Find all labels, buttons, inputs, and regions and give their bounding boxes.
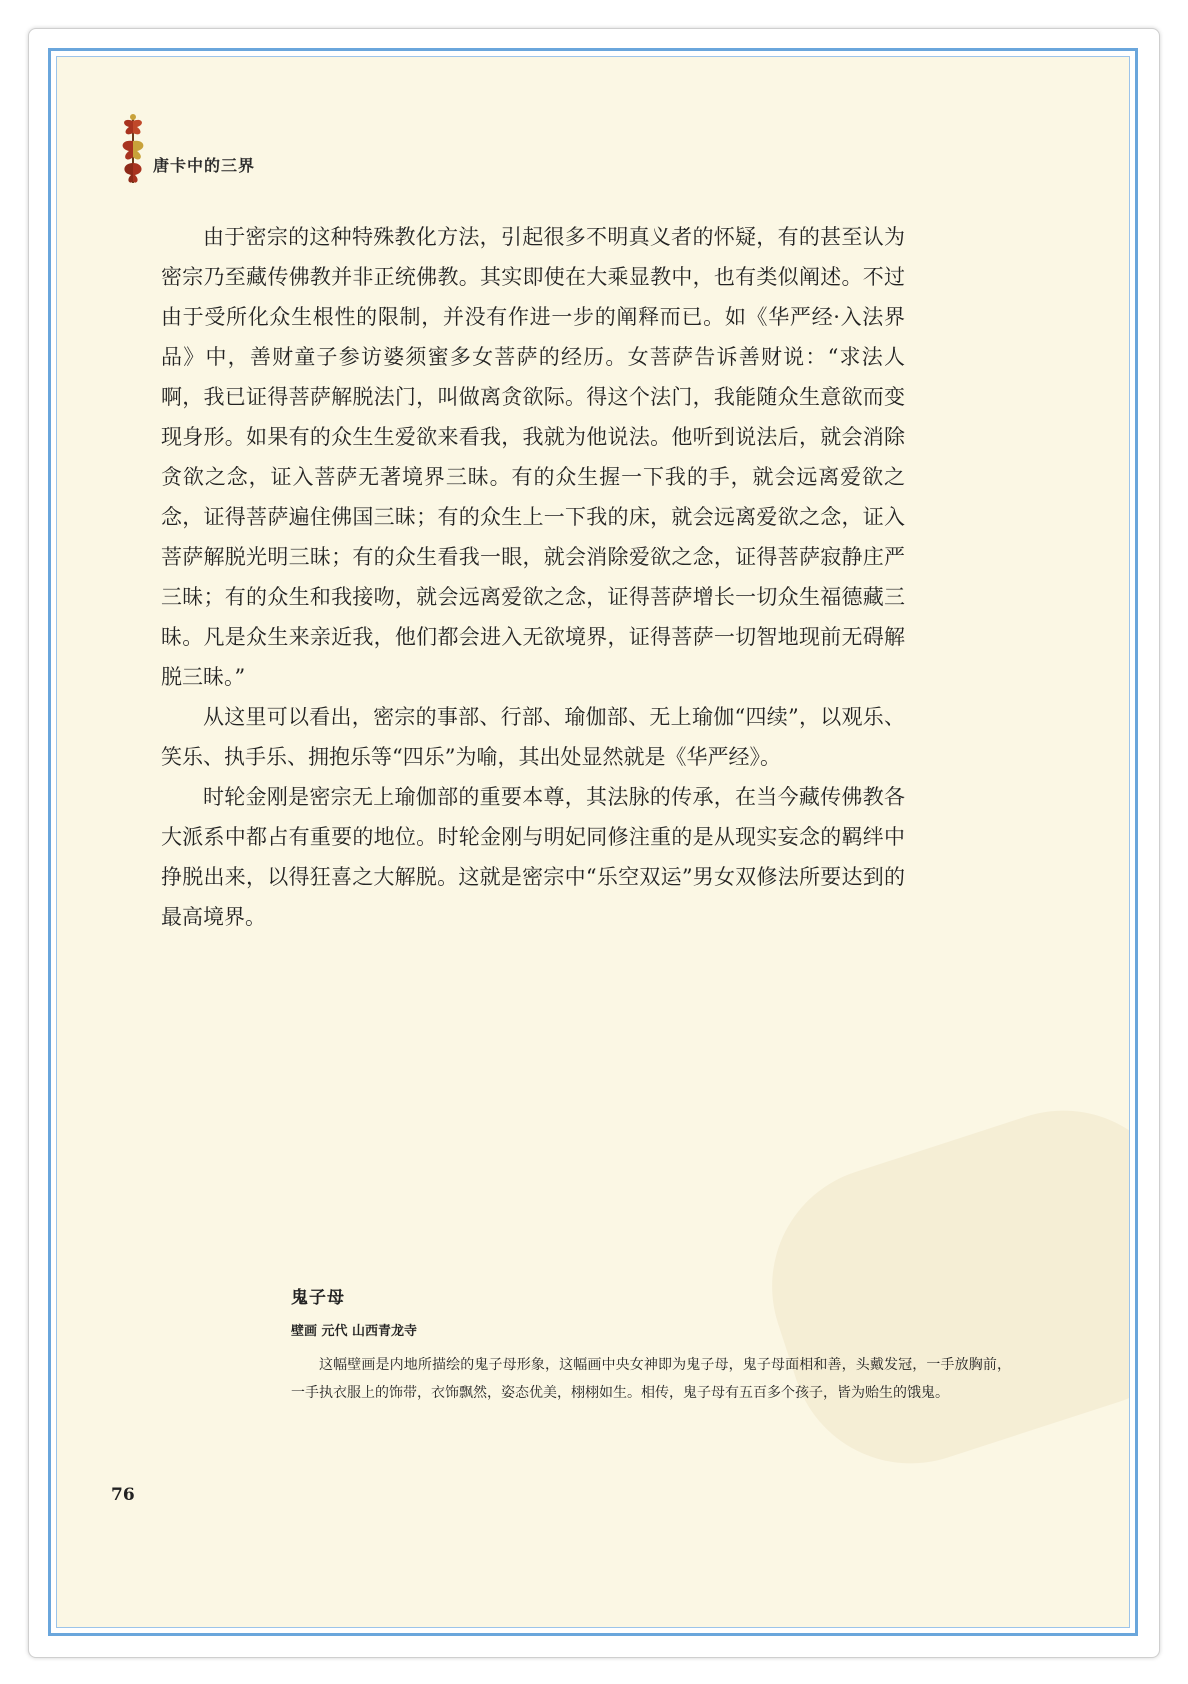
paragraph: 时轮金刚是密宗无上瑜伽部的重要本尊，其法脉的传承，在当今藏传佛教各大派系中都占有重要的地位。时轮金刚与明妃同修注重的是从现实妄念的羁绊中挣脱出来，以得狂喜之大解脱。这就是密宗中“乐空双运”男女双修法所要达到的最高境界。 (161, 785, 905, 929)
book-page (56, 56, 1130, 1628)
caption-subtitle: 壁画 元代 山西青龙寺 (291, 1324, 418, 1339)
page-number: 76 (111, 1485, 135, 1505)
caption-title: 鬼子母 (291, 1288, 345, 1308)
paragraph: 由于密宗的这种特殊教化方法，引起很多不明真义者的怀疑，有的甚至认为密宗乃至藏传佛教并非正统佛教。其实即使在大乘显教中，也有类似阐述。不过由于受所化众生根性的限制，并没有作进一步的阐释而已。如《华严经·入法界品》中，善财童子参访婆须蜜多女菩萨的经历。女菩萨告诉善财说：“求法人啊，我已证得菩萨解脱法门，叫做离贪欲际。得这个法门，我能随众生意欲而变现身形。如果有的众生生爱欲来看我，我就为他说法。他听到说法后，就会消除贪欲之念，证入菩萨无著境界三昧。有的众生握一下我的手，就会远离爱欲之念，证得菩萨遍住佛国三昧；有的众生上一下我的床，就会远离爱欲之念，证入菩萨解脱光明三昧；有的众生看我一眼，就会消除爱欲之念，证得菩萨寂静庄严三昧；有的众生和我接吻，就会远离爱欲之念，证得菩萨增长一切众生福德藏三昧。凡是众生来亲近我，他们都会进入无欲境界，证得菩萨一切智地现前无碍解脱三昧。” (161, 225, 905, 689)
body-text (161, 217, 905, 937)
caption-description: 这幅壁画是内地所描绘的鬼子母形象，这幅画中央女神即为鬼子母，鬼子母面相和善，头戴发冠，一手放胸前，一手执衣服上的饰带，衣饰飘然，姿态优美，栩栩如生。相传，鬼子母有五百多个孩子，皆为贻生的饿鬼。 (291, 1357, 1011, 1401)
tangka-flower-icon (115, 111, 151, 187)
running-title: 唐卡中的三界 (153, 156, 256, 175)
paragraph: 从这里可以看出，密宗的事部、行部、瑜伽部、无上瑜伽“四续”，以观乐、笑乐、执手乐、拥抱乐等“四乐”为喻，其出处显然就是《华严经》。 (161, 705, 905, 769)
page-frame (48, 48, 1138, 1636)
figure-caption (291, 1283, 1011, 1407)
